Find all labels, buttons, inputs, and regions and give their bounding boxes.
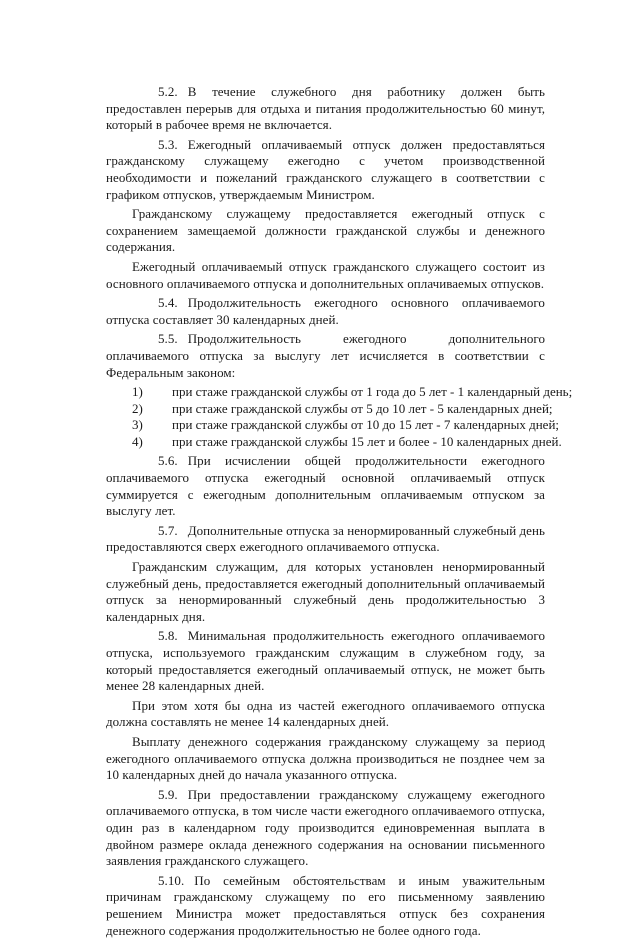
paragraph-number: 5.2. xyxy=(158,84,178,99)
list-item-number: 3) xyxy=(132,417,143,433)
paragraph-number: 5.8. xyxy=(158,628,178,644)
list-item-text: при стаже гражданской службы 15 лет и более - 10 календарных дней. xyxy=(172,433,562,449)
paragraph xyxy=(106,206,545,256)
list-item-text: при стаже гражданской службы от 10 до 15 лет - 7 календарных дней; xyxy=(172,417,560,433)
paragraph-text: Продолжительность ежегодного дополнительного оплачиваемого отпуска за выслугу лет исчисляется в соответствии с Федеральным законом: xyxy=(106,331,545,380)
list-item xyxy=(106,433,562,451)
paragraphs-block-1 xyxy=(106,84,545,381)
paragraph xyxy=(106,137,545,203)
seniority-list xyxy=(106,384,573,450)
list-item-number: 2) xyxy=(132,400,143,416)
paragraph-text: Гражданским служащим, для которых установлен ненормированный служебный день, предоставляется ежегодный дополнительный оплачиваемый отпуск за ненормированный служебный день продолжительностью 3 календарных дня. xyxy=(106,559,545,624)
paragraph xyxy=(106,698,545,731)
list-item-text: при стаже гражданской службы от 5 до 10 лет - 5 календарных дней; xyxy=(172,400,553,416)
paragraph-number: 5.4. xyxy=(158,295,178,311)
paragraph-number: 5.9. xyxy=(158,786,178,802)
paragraph xyxy=(106,523,545,556)
paragraph-text: Ежегодный оплачиваемый отпуск гражданского служащего состоит из основного оплачиваемого отпуска и дополнительных оплачиваемых отпусков. xyxy=(106,258,545,291)
list-item xyxy=(106,400,553,418)
paragraph xyxy=(106,295,545,328)
paragraph-text: При исчислении общей продолжительности ежегодного оплачиваемого отпуска ежегодный основной оплачиваемый отпуск суммируется с ежегодным дополнительным оплачиваемым отпуском за выслугу лет. xyxy=(106,453,545,519)
list-item-text: при стаже гражданской службы от 1 года до 5 лет - 1 календарный день; xyxy=(172,384,573,400)
paragraph-text: При предоставлении гражданскому служащему ежегодного оплачиваемого отпуска, в том числе части ежегодного оплачиваемого отпуска, один раз в календарном году производится единовременная выплата в двойном размере оклада денежного содержания на основании письменного заявления гражданского служащего. xyxy=(106,786,545,869)
paragraph-text: В течение служебного дня работнику должен быть предоставлен перерыв для отдыха и питания продолжительностью 60 минут, который в рабочее время не включается. xyxy=(106,84,545,133)
paragraph xyxy=(106,734,545,784)
paragraph xyxy=(106,787,545,870)
paragraph xyxy=(106,84,545,134)
paragraph-number: 5.3. xyxy=(158,136,178,152)
list-item-number: 1) xyxy=(132,384,143,400)
paragraph xyxy=(106,628,545,694)
list-item-number: 4) xyxy=(132,433,143,449)
paragraph-text: Гражданскому служащему предоставляется ежегодный отпуск с сохранением замещаемой должности гражданской службы и денежного содержания. xyxy=(106,206,545,255)
list-item xyxy=(106,417,560,434)
paragraph-text: Ежегодный оплачиваемый отпуск должен предоставляться гражданскому служащему ежегодно с учетом производственной необходимости и пожеланий гражданского служащего в соответствии с графиком отпусков, утверждаемым Министром. xyxy=(106,136,545,202)
paragraph-number: 5.10. xyxy=(158,872,185,888)
paragraph-number: 5.7. xyxy=(158,522,178,538)
paragraph-text: Минимальная продолжительность ежегодного оплачиваемого отпуска, используемого гражданским служащим в служебном году, за который предоставляется ежегодный оплачиваемый отпуск, не может быть менее 28 календарных дней. xyxy=(106,628,545,694)
paragraph xyxy=(106,259,545,292)
paragraph-text: Выплату денежного содержания гражданскому служащему за период ежегодного оплачиваемого отпуска должна производиться не позднее чем за 10 календарных дней до начала указанного отпуска. xyxy=(106,733,545,783)
paragraphs-block-2 xyxy=(106,453,545,939)
paragraph-number: 5.6. xyxy=(158,453,178,469)
list-item xyxy=(106,384,573,401)
paragraph-text: При этом хотя бы одна из частей ежегодного оплачиваемого отпуска должна составлять не менее 14 календарных дней. xyxy=(106,697,545,730)
paragraph xyxy=(106,331,545,381)
paragraph xyxy=(106,559,545,625)
paragraph-text: Продолжительность ежегодного основного оплачиваемого отпуска составляет 30 календарных дней. xyxy=(106,295,545,327)
paragraph xyxy=(106,873,545,939)
paragraph xyxy=(106,453,545,519)
paragraph-text: По семейным обстоятельствам и иным уважительным причинам гражданскому служащему по его письменному заявлению решением Министра может предоставляться отпуск без сохранения денежного содержания продолжительностью не более одного года. xyxy=(106,872,545,938)
paragraph-number: 5.5. xyxy=(158,331,178,347)
paragraph-text: Дополнительные отпуска за ненормированный служебный день предоставляются сверх ежегодного оплачиваемого отпуска. xyxy=(106,522,545,555)
